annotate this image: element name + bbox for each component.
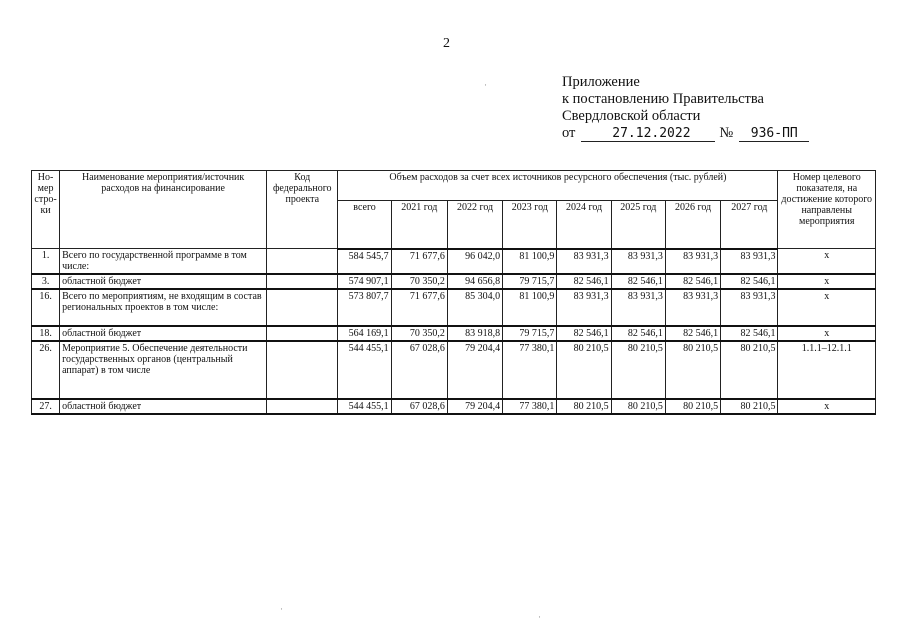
decree-date-line: [562, 125, 809, 142]
row-number: 18.: [32, 326, 60, 341]
table-row: [32, 341, 876, 399]
header-target-indicator: Номер целевого показателя, на достижение которого направлены мероприятия: [778, 171, 876, 249]
row-2023: 79 715,7: [503, 274, 557, 289]
row-2021: 67 028,6: [391, 399, 447, 414]
table-row: [32, 326, 876, 341]
header-year-2021: 2021 год: [391, 201, 447, 249]
table-row: [32, 399, 876, 414]
header-year-2026: 2026 год: [665, 201, 720, 249]
row-name: областной бюджет: [60, 326, 267, 341]
header-total: всего: [338, 201, 391, 249]
row-2025: 83 931,3: [611, 289, 665, 326]
row-2027: 80 210,5: [721, 399, 778, 414]
decree-date: 27.12.2022: [581, 126, 715, 142]
row-number: 1.: [32, 249, 60, 275]
row-target: х: [778, 249, 876, 275]
decree-number: 936-ПП: [739, 126, 809, 142]
row-code: [267, 249, 338, 275]
row-2024: 80 210,5: [557, 341, 611, 399]
row-total: 564 169,1: [338, 326, 391, 341]
row-name: областной бюджет: [60, 274, 267, 289]
row-2026: 83 931,3: [665, 249, 720, 275]
row-2026: 82 546,1: [665, 274, 720, 289]
header-year-2022: 2022 год: [447, 201, 502, 249]
row-total: 544 455,1: [338, 399, 391, 414]
row-number: 26.: [32, 341, 60, 399]
header-expense-volume: Объем расходов за счет всех источников ресурсного обеспечения (тыс. рублей): [338, 171, 778, 201]
row-code: [267, 399, 338, 414]
row-code: [267, 326, 338, 341]
row-2027: 82 546,1: [721, 326, 778, 341]
row-2026: 83 931,3: [665, 289, 720, 326]
appendix-region-line: Свердловской области: [562, 108, 701, 124]
row-2024: 82 546,1: [557, 326, 611, 341]
appendix-title: Приложение: [562, 74, 640, 90]
row-2027: 82 546,1: [721, 274, 778, 289]
row-number: 16.: [32, 289, 60, 326]
row-2022: 83 918,8: [447, 326, 502, 341]
row-2023: 81 100,9: [503, 289, 557, 326]
budget-table: [31, 170, 876, 415]
row-target: х: [778, 289, 876, 326]
row-2024: 83 931,3: [557, 249, 611, 275]
table-row: [32, 289, 876, 326]
scan-speck: ·: [280, 604, 283, 614]
row-total: 584 545,7: [338, 249, 391, 275]
row-total: 573 807,7: [338, 289, 391, 326]
row-code: [267, 274, 338, 289]
row-name: областной бюджет: [60, 399, 267, 414]
row-2025: 82 546,1: [611, 326, 665, 341]
row-2023: 79 715,7: [503, 326, 557, 341]
row-2023: 81 100,9: [503, 249, 557, 275]
row-2023: 77 380,1: [503, 399, 557, 414]
table-row: [32, 274, 876, 289]
row-2021: 70 350,2: [391, 326, 447, 341]
row-2024: 82 546,1: [557, 274, 611, 289]
row-2025: 80 210,5: [611, 399, 665, 414]
appendix-block: [562, 74, 809, 142]
row-2022: 94 656,8: [447, 274, 502, 289]
row-2022: 85 304,0: [447, 289, 502, 326]
page-number: 2: [443, 36, 450, 51]
row-target: х: [778, 399, 876, 414]
header-year-2024: 2024 год: [557, 201, 611, 249]
row-2021: 71 677,6: [391, 249, 447, 275]
row-2021: 71 677,6: [391, 289, 447, 326]
row-2025: 82 546,1: [611, 274, 665, 289]
row-total: 574 907,1: [338, 274, 391, 289]
scan-speck: ·: [538, 612, 541, 622]
row-2026: 82 546,1: [665, 326, 720, 341]
row-2027: 83 931,3: [721, 289, 778, 326]
appendix-decree-line: к постановлению Правительства: [562, 91, 764, 107]
row-2022: 79 204,4: [447, 399, 502, 414]
row-target: 1.1.1–12.1.1: [778, 341, 876, 399]
table-row: [32, 249, 876, 275]
header-name: Наименование мероприятия/источник расходов на финансирование: [60, 171, 267, 249]
row-2023: 77 380,1: [503, 341, 557, 399]
header-row-number: Но-мер стро-ки: [32, 171, 60, 249]
row-2025: 80 210,5: [611, 341, 665, 399]
header-year-2023: 2023 год: [503, 201, 557, 249]
row-2022: 96 042,0: [447, 249, 502, 275]
row-target: х: [778, 274, 876, 289]
row-2027: 83 931,3: [721, 249, 778, 275]
row-name: Всего по государственной программе в том числе:: [60, 249, 267, 275]
date-label: от: [562, 125, 576, 141]
row-number: 3.: [32, 274, 60, 289]
row-2027: 80 210,5: [721, 341, 778, 399]
row-2024: 80 210,5: [557, 399, 611, 414]
row-name: Всего по мероприятиям, не входящим в состав региональных проектов в том числе:: [60, 289, 267, 326]
row-2022: 79 204,4: [447, 341, 502, 399]
scan-speck: ·: [484, 80, 487, 90]
header-year-2027: 2027 год: [721, 201, 778, 249]
row-code: [267, 289, 338, 326]
row-2021: 70 350,2: [391, 274, 447, 289]
number-label: №: [719, 125, 734, 141]
row-number: 27.: [32, 399, 60, 414]
row-name: Мероприятие 5. Обеспечение деятельности государственных органов (центральный аппарат) в том числе: [60, 341, 267, 399]
row-2026: 80 210,5: [665, 399, 720, 414]
header-year-2025: 2025 год: [611, 201, 665, 249]
row-target: х: [778, 326, 876, 341]
row-2025: 83 931,3: [611, 249, 665, 275]
row-2024: 83 931,3: [557, 289, 611, 326]
header-federal-code: Код федерального проекта: [267, 171, 338, 249]
row-total: 544 455,1: [338, 341, 391, 399]
row-code: [267, 341, 338, 399]
row-2026: 80 210,5: [665, 341, 720, 399]
row-2021: 67 028,6: [391, 341, 447, 399]
